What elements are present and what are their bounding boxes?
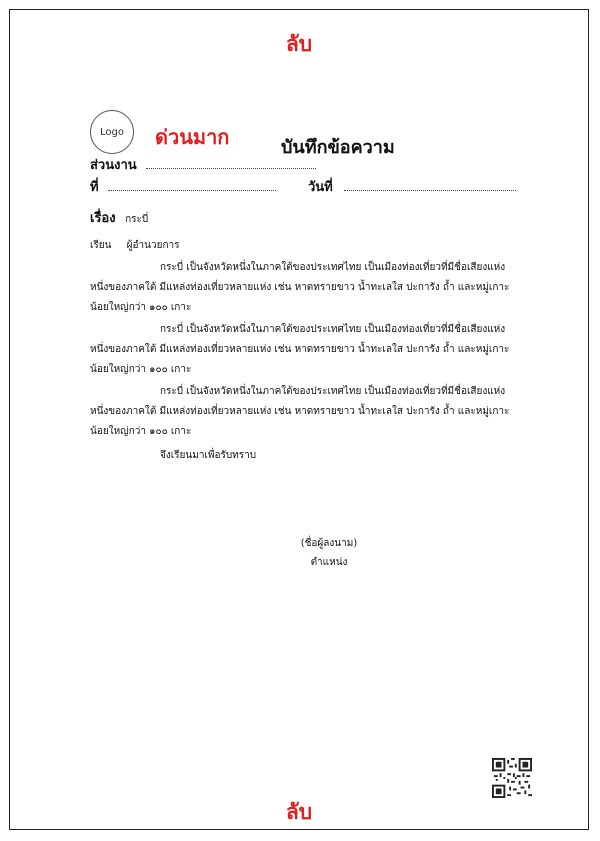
classification-bottom: ลับ [285, 800, 313, 824]
paragraph-line: หนึ่งของภาคใต้ มีแหล่งท่องเที่ยวหลายแห่ง เช่น หาดทรายขาว น้ำทะเลใส ปะการัง ถ้ำ และหมู่เกาะ [90, 344, 510, 355]
body-paragraph [90, 382, 550, 442]
signature-position: ตำแหน่ง [310, 557, 348, 568]
date-field[interactable] [344, 180, 516, 191]
paragraph-line: กระบี่ เป็นจังหวัดหนึ่งในภาคใต้ของประเทศไทย เป็นเมืองท่องเที่ยวที่มีชื่อเสียงแห่ง [160, 262, 506, 273]
memo-page [9, 9, 589, 830]
reference-field[interactable] [108, 180, 276, 191]
classification-top: ลับ [285, 32, 313, 56]
page-title: บันทึกข้อความ [281, 137, 395, 158]
paragraph-line: กระบี่ เป็นจังหวัดหนึ่งในภาคใต้ของประเทศไทย เป็นเมืองท่องเที่ยวที่มีชื่อเสียงแห่ง [160, 386, 506, 397]
paragraph-line: น้อยใหญ่กว่า ๑๐๐ เกาะ [90, 364, 192, 375]
salutation-to: ผู้อำนวยการ [126, 240, 180, 251]
reference-row [90, 176, 276, 197]
closing-text: จึงเรียนมาเพื่อรับทราบ [160, 450, 257, 461]
salutation-row [90, 238, 180, 253]
paragraph-line: กระบี่ เป็นจังหวัดหนึ่งในภาคใต้ของประเทศไทย เป็นเมืองท่องเที่ยวที่มีชื่อเสียงแห่ง [160, 324, 506, 335]
department-label: ส่วนงาน [90, 158, 137, 173]
body-paragraph [90, 320, 550, 380]
date-label: วันที่ [308, 180, 333, 195]
qr-code-icon [492, 758, 532, 798]
paragraph-line: หนึ่งของภาคใต้ มีแหล่งท่องเที่ยวหลายแห่ง เช่น หาดทรายขาว น้ำทะเลใส ปะการัง ถ้ำ และหมู่เกาะ [90, 282, 510, 293]
logo [90, 110, 134, 154]
reference-label: ที่ [90, 180, 99, 195]
paragraph-line: หนึ่งของภาคใต้ มีแหล่งท่องเที่ยวหลายแห่ง เช่น หาดทรายขาว น้ำทะเลใส ปะการัง ถ้ำ และหมู่เกาะ [90, 406, 510, 417]
subject-label: เรื่อง [90, 211, 116, 226]
logo-text: Logo [100, 126, 124, 138]
date-row [308, 176, 516, 197]
department-row [90, 154, 316, 175]
body-paragraph [90, 258, 550, 318]
paragraph-line: น้อยใหญ่กว่า ๑๐๐ เกาะ [90, 426, 192, 437]
signature-name: (ชื่อผู้ลงนาม) [300, 538, 358, 549]
paragraph-line: น้อยใหญ่กว่า ๑๐๐ เกาะ [90, 302, 192, 313]
salutation-prefix: เรียน [90, 240, 112, 251]
department-field[interactable] [146, 158, 316, 169]
subject-value: กระบี่ [125, 214, 149, 225]
urgency-stamp: ด่วนมาก [155, 125, 230, 149]
subject-row [90, 207, 148, 228]
